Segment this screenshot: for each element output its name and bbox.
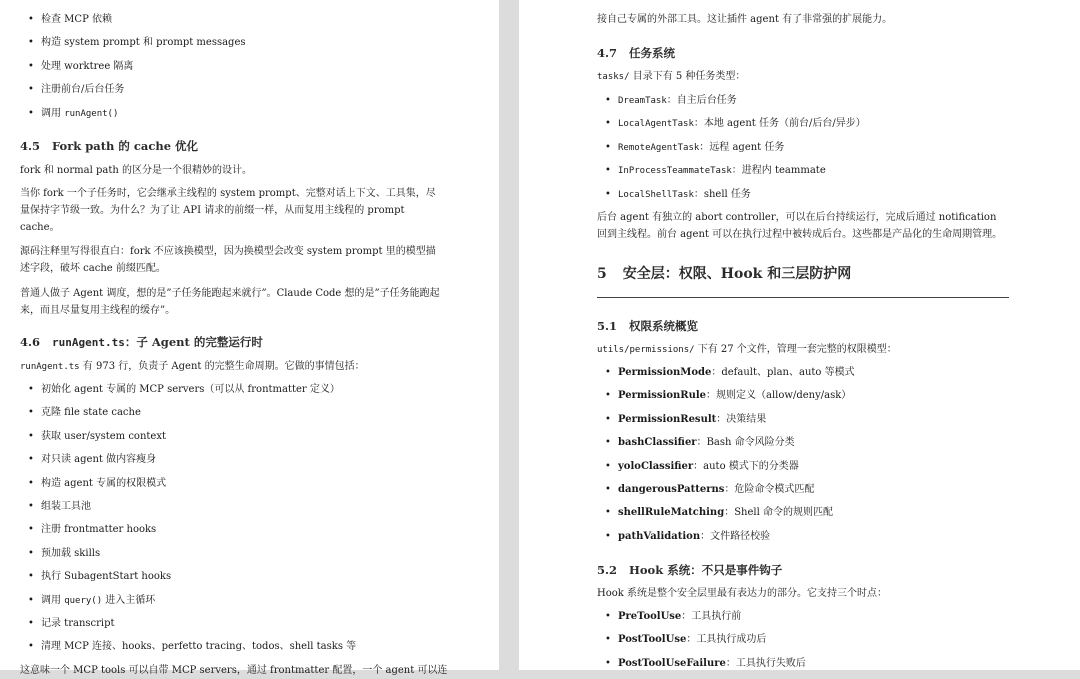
term: PermissionRule	[618, 390, 707, 402]
term: yoloClassifier	[618, 460, 694, 472]
list-item-text: 进入主循环	[102, 594, 156, 606]
list-item: • 注册前台/后台任务	[20, 78, 440, 101]
section-title: 权限系统概览	[629, 319, 699, 333]
term-desc: ：危险命令模式匹配	[724, 483, 815, 495]
task-name: RemoteAgentTask	[618, 142, 700, 153]
list-item: • 执行 SubagentStart hooks	[20, 565, 440, 588]
section-heading-4-5	[20, 138, 440, 154]
task-name: LocalShellTask	[618, 189, 694, 200]
chapter-divider	[597, 297, 1009, 298]
list-item-text: 调用	[41, 594, 65, 606]
list-item: • 预加载 skills	[20, 542, 440, 565]
list-item: • 组装工具池	[20, 495, 440, 518]
task-name: LocalAgentTask	[618, 119, 694, 130]
paragraph: 接自己专属的外部工具。这让插件 agent 有了非常强的扩展能力。	[597, 14, 893, 25]
paragraph	[20, 358, 440, 376]
section-number: 4.7	[597, 46, 618, 60]
list-item	[597, 652, 1009, 675]
term-desc: ：决策结果	[716, 413, 767, 425]
section-number: 4.5	[20, 139, 41, 153]
inline-code: utils/permissions/	[597, 345, 695, 355]
list-item	[597, 455, 1009, 478]
task-desc: ：远程 agent 任务	[699, 141, 785, 153]
term: PreToolUse	[618, 611, 682, 622]
top-bullet-list	[20, 8, 440, 125]
list-item: • 克隆 file state cache	[20, 401, 440, 424]
list-item	[20, 102, 440, 125]
term: pathValidation	[618, 530, 701, 542]
inline-code: query()	[64, 595, 103, 606]
list-item	[597, 112, 1009, 135]
list-item: • 注册 frontmatter hooks	[20, 518, 440, 541]
list-item: • 记录 transcript	[20, 612, 440, 635]
inline-code: tasks/	[597, 72, 630, 82]
task-desc: ：进程内 teammate	[731, 165, 826, 177]
term: bashClassifier	[618, 437, 697, 449]
term: PostToolUse	[618, 634, 687, 646]
paragraph: 当你 fork 一个子任务时，它会继承主线程的 system prompt、完整对话上下文、工具集，尽量保持字节级一致。为什么？为了让 API 请求的前缀一样，从而复用主线程的 prompt cache。	[20, 188, 436, 233]
term-desc: ：工具执行前	[681, 611, 742, 622]
list-item: • 构造 agent 专属的权限模式	[20, 472, 440, 495]
section-number: 5.1	[597, 319, 618, 333]
chapter-title: 安全层：权限、Hook 和三层防护网	[622, 266, 852, 282]
task-desc: ：自主后台任务	[666, 95, 737, 106]
paragraph-cut-off: 这意味一个 MCP tools 可以自带 MCP servers，通过 frontmatter 配置，一个 agent 可以连	[20, 665, 448, 676]
term: PermissionMode	[618, 367, 712, 378]
paragraph	[597, 341, 1009, 359]
list-item	[597, 89, 1009, 112]
paragraph: 普通人做子 Agent 调度，想的是”子任务能跑起来就行”。Claude Code 想的是”子任务能跑起来，而且尽量复用主线程的缓存”。	[20, 288, 440, 316]
list-item	[597, 605, 1009, 628]
list-item: • 检查 MCP 依赖	[20, 8, 440, 31]
list-item	[597, 361, 1009, 384]
list-item	[20, 589, 440, 612]
term-desc: ：工具执行成功后	[686, 634, 767, 646]
list-item: • 对只读 agent 做内容瘦身	[20, 448, 440, 471]
inline-code: runAgent.ts	[20, 362, 80, 372]
task-type-list	[597, 89, 1009, 206]
task-desc: ：shell 任务	[693, 188, 751, 200]
task-name: InProcessTeammateTask	[618, 166, 732, 177]
task-name: DreamTask	[618, 96, 667, 106]
hook-timing-list	[597, 605, 1009, 675]
list-item: • 初始化 agent 专属的 MCP servers（可以从 frontmatter 定义）	[20, 378, 440, 401]
list-item: • 获取 user/system context	[20, 425, 440, 448]
section-title: ：子 Agent 的完整运行时	[124, 335, 263, 349]
term: PermissionResult	[618, 413, 717, 425]
left-page	[0, 0, 499, 676]
paragraph: 后台 agent 有独立的 abort controller，可以在后台持续运行，完成后通过 notification 回到主线程。前台 agent 可以在执行过程中被转成后台。这些都是产品化的生命周期管理。	[597, 212, 1003, 240]
list-item	[597, 431, 1009, 454]
paragraph: Hook 系统是整个安全层里最有表达力的部分。它支持三个时点：	[597, 588, 887, 599]
chapter-heading-5	[597, 263, 1009, 283]
paragraph-text: 下有 27 个文件，管理一套完整的权限模型：	[694, 344, 897, 355]
list-item: • 清理 MCP 连接、hooks、perfetto tracing、todos、shell tasks 等	[20, 635, 440, 658]
permission-list	[597, 361, 1009, 548]
term-desc: ：Bash 命令风险分类	[696, 437, 795, 449]
term: PostToolUseFailure	[618, 657, 726, 669]
list-item-text: 调用	[41, 107, 65, 119]
section-title: Fork path 的 cache 优化	[52, 139, 199, 153]
section-heading-5-2	[597, 562, 1009, 578]
paragraph-text: 目录下有 5 种任务类型：	[629, 71, 746, 82]
list-item	[597, 384, 1009, 407]
section-title-code: runAgent.ts	[52, 336, 125, 349]
term-desc: ：工具执行失败后	[725, 657, 806, 669]
list-item	[597, 408, 1009, 431]
paragraph: fork 和 normal path 的区分是一个很精妙的设计。	[20, 165, 252, 176]
list-item	[597, 478, 1009, 501]
inline-code: runAgent()	[64, 108, 119, 119]
term: dangerousPatterns	[618, 483, 725, 495]
term-desc: ：auto 模式下的分类器	[693, 460, 799, 472]
paragraph-text: 有 973 行，负责子 Agent 的完整生命周期。它做的事情包括：	[79, 361, 365, 372]
term-desc: ：default、plan、auto 等模式	[711, 367, 855, 378]
runagent-bullet-list	[20, 378, 440, 659]
paragraph: 源码注释里写得很直白：fork 不应该换模型，因为换模型会改变 system prompt 里的模型描述字段，破坏 cache 前缀匹配。	[20, 246, 436, 274]
term-desc: ：文件路径校验	[700, 530, 771, 542]
section-heading-4-6	[20, 334, 440, 350]
section-number: 5.2	[597, 563, 618, 577]
term-desc: ：规则定义（allow/deny/ask）	[706, 390, 852, 402]
term: shellRuleMatching	[618, 507, 725, 519]
task-desc: ：本地 agent 任务（前台/后台/异步）	[693, 118, 866, 130]
list-item	[597, 501, 1009, 524]
list-item	[597, 183, 1009, 206]
section-heading-5-1	[597, 318, 1009, 334]
list-item	[597, 159, 1009, 182]
list-item: • 处理 worktree 隔离	[20, 55, 440, 78]
right-page	[519, 0, 1080, 670]
chapter-number: 5	[597, 266, 607, 282]
list-item	[597, 628, 1009, 651]
term-desc: ：Shell 命令的规则匹配	[724, 507, 833, 519]
section-heading-4-7	[597, 45, 1009, 61]
list-item: • 构造 system prompt 和 prompt messages	[20, 31, 440, 54]
section-title: 任务系统	[629, 46, 676, 60]
section-title: Hook 系统：不只是事件钩子	[629, 563, 783, 577]
paragraph	[597, 68, 1009, 86]
list-item	[597, 525, 1009, 548]
section-number: 4.6	[20, 335, 41, 349]
list-item	[597, 136, 1009, 159]
